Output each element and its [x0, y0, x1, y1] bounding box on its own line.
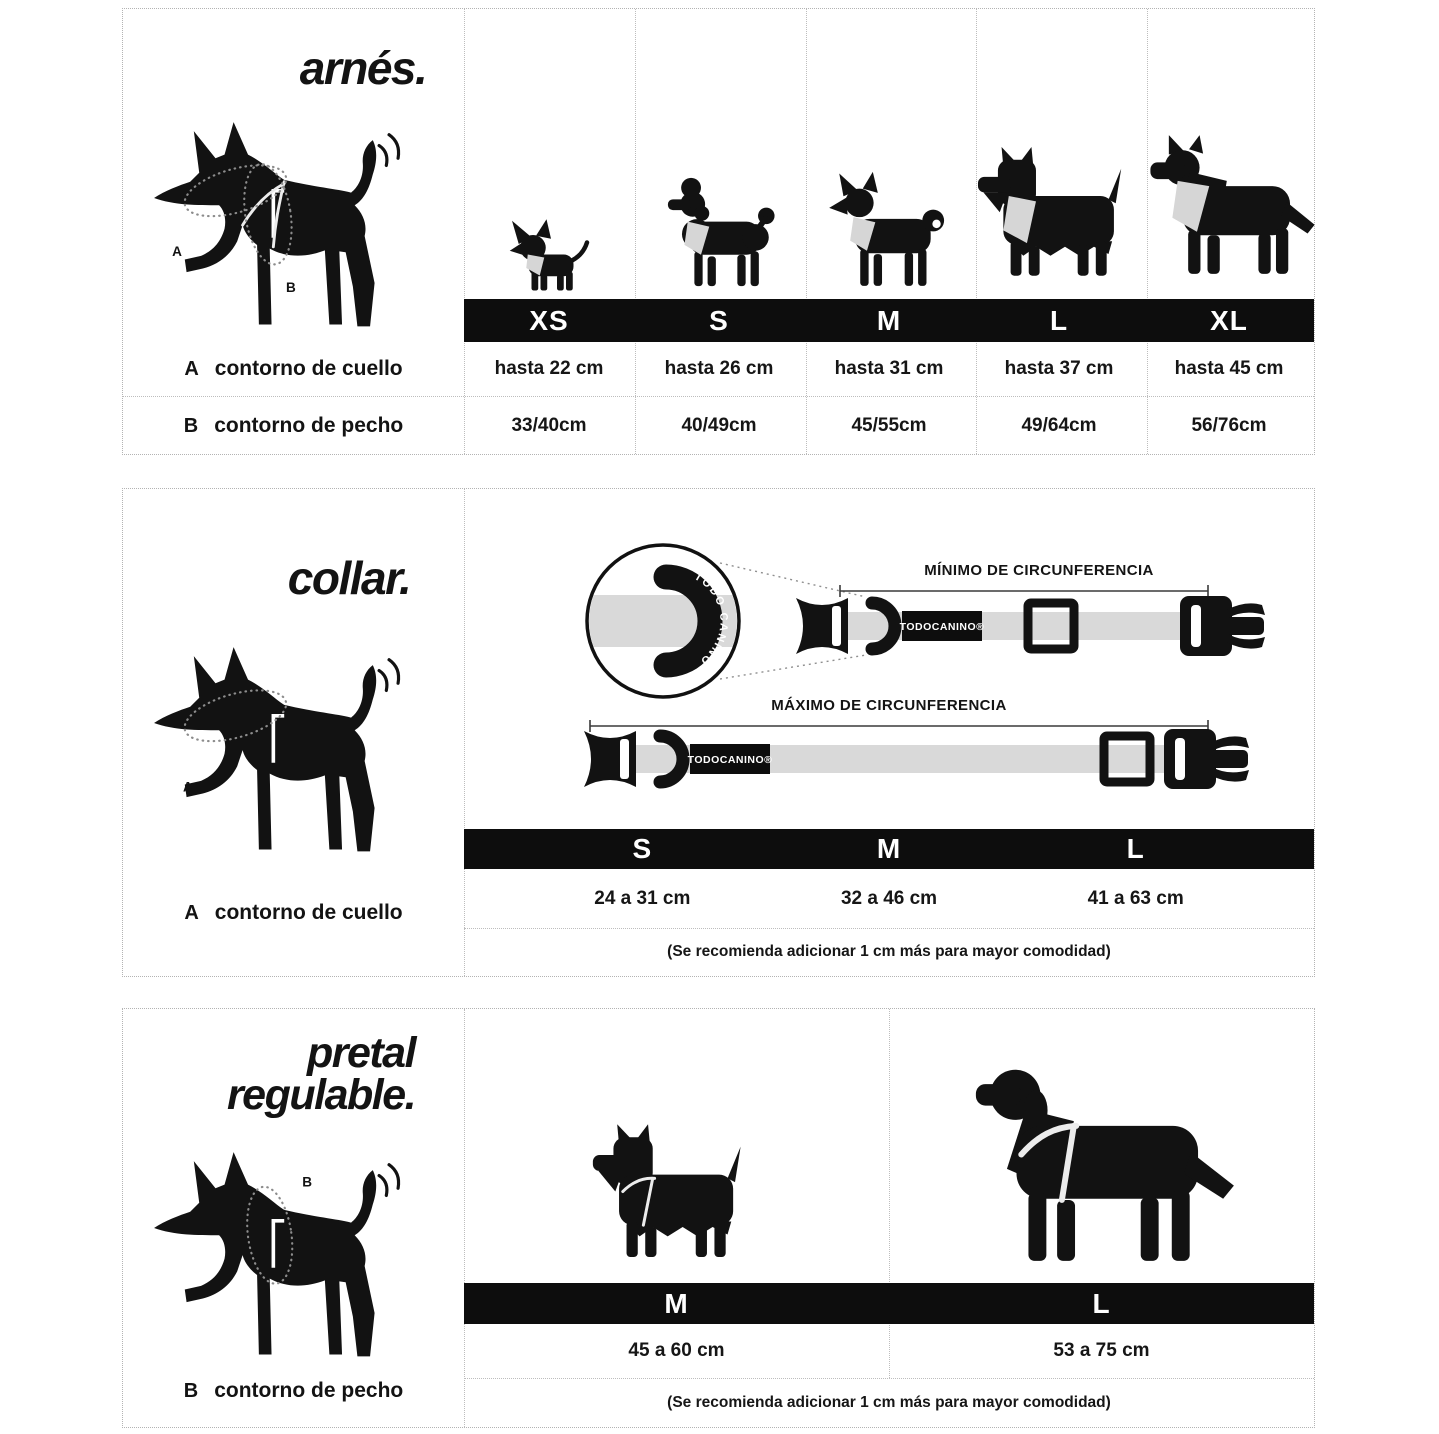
min-circumference-heading: MÍNIMO DE CIRCUNFERENCIA — [924, 562, 1154, 579]
chest-value-m: 45/55cm — [851, 415, 927, 436]
chest-value-xl: 56/76cm — [1191, 415, 1267, 436]
chest-value-xs: 33/40cm — [511, 415, 587, 436]
neck-value-xs: hasta 22 cm — [494, 358, 604, 379]
collar-range-l: 41 a 63 cm — [1087, 887, 1184, 909]
collar-title: collar. — [287, 552, 411, 604]
neck-value-m: hasta 31 cm — [834, 358, 944, 379]
chest-marker-b: B — [302, 1174, 313, 1190]
size-header-l: L — [1049, 304, 1069, 336]
pretal-title-line2: regulable. — [226, 1071, 416, 1119]
size-header-s: S — [632, 833, 653, 864]
neck-marker-a: A — [182, 779, 193, 795]
neck-marker-a: A — [172, 243, 182, 259]
collar-measure-dog-illustration — [141, 629, 431, 864]
dog-silhouette-l-icon — [976, 147, 1144, 292]
size-header-s: S — [709, 304, 729, 336]
pretal-measure-dog-illustration — [141, 1134, 431, 1369]
size-header-l: L — [1092, 1287, 1111, 1319]
size-header-xl: XL — [1210, 304, 1248, 336]
size-header-xs: XS — [529, 304, 569, 336]
max-circumference-heading: MÁXIMO DE CIRCUNFERENCIA — [771, 697, 1007, 714]
row-text-neck: contorno de cuello — [214, 357, 403, 380]
pretal-range-l: 53 a 75 cm — [1053, 1340, 1150, 1361]
row-marker-a: A — [184, 357, 199, 380]
row-text-chest: contorno de pecho — [214, 414, 404, 437]
panel-harness — [122, 8, 1315, 455]
row-label-chest — [123, 396, 464, 456]
harness-measure-dog-illustration — [141, 104, 431, 339]
chest-value-s: 40/49cm — [681, 415, 757, 436]
chest-value-l: 49/64cm — [1021, 415, 1097, 436]
dog-silhouette-m-icon — [825, 170, 955, 292]
pretal-size-header-bar — [464, 1283, 1314, 1324]
magnifier-brand-text: TODO CANINO — [692, 570, 730, 669]
row-marker-a: A — [184, 901, 199, 924]
collar-max-illustration — [584, 729, 1249, 789]
pretal-note: (Se recomienda adicionar 1 cm más para mayor comodidad) — [667, 1393, 1111, 1411]
collar-size-header-bar — [464, 829, 1314, 869]
collar-values-row — [464, 869, 1314, 928]
row-text-neck: contorno de cuello — [214, 901, 403, 924]
collar-diagram — [464, 489, 1316, 829]
size-header-m: M — [876, 833, 902, 864]
neck-value-l: hasta 37 cm — [1004, 358, 1114, 379]
size-header-l: L — [1126, 833, 1145, 864]
chest-marker-b: B — [286, 280, 296, 295]
neck-value-s: hasta 26 cm — [664, 358, 774, 379]
dog-silhouette-pretal-m-icon — [591, 1124, 764, 1274]
neck-values-row — [464, 342, 1314, 396]
harness-size-header-bar — [464, 299, 1314, 342]
row-marker-b: B — [183, 1379, 199, 1402]
row-label-chest — [123, 1367, 464, 1415]
pretal-values-row — [464, 1324, 1314, 1378]
row-marker-b: B — [183, 414, 199, 437]
collar-range-m: 32 a 46 cm — [840, 887, 938, 909]
collar-range-s: 24 a 31 cm — [594, 887, 691, 909]
collar-brand-label: TODOCANINO® — [899, 621, 985, 633]
collar-note: (Se recomienda adicionar 1 cm más para mayor comodidad) — [667, 943, 1111, 960]
panel-collar — [122, 488, 1315, 977]
dog-silhouette-s-icon — [658, 172, 782, 292]
row-text-chest: contorno de pecho — [214, 1379, 404, 1402]
dog-silhouette-xs-icon — [508, 217, 591, 292]
size-header-m: M — [876, 304, 902, 336]
dog-silhouette-pretal-l-icon — [959, 1059, 1246, 1274]
size-header-m: M — [664, 1287, 689, 1319]
harness-title: arnés. — [299, 42, 427, 94]
dog-silhouette-xl-icon — [1139, 132, 1319, 292]
collar-brand-label: TODOCANINO® — [687, 754, 773, 766]
chest-values-row — [464, 396, 1314, 456]
panel-adjustable-harness — [122, 1008, 1315, 1428]
collar-min-illustration — [796, 596, 1265, 656]
neck-value-xl: hasta 45 cm — [1174, 358, 1284, 379]
row-label-neck — [123, 889, 464, 937]
pretal-title-line1: pretal — [306, 1029, 416, 1077]
row-label-neck — [123, 342, 464, 396]
pretal-range-m: 45 a 60 cm — [628, 1340, 725, 1361]
